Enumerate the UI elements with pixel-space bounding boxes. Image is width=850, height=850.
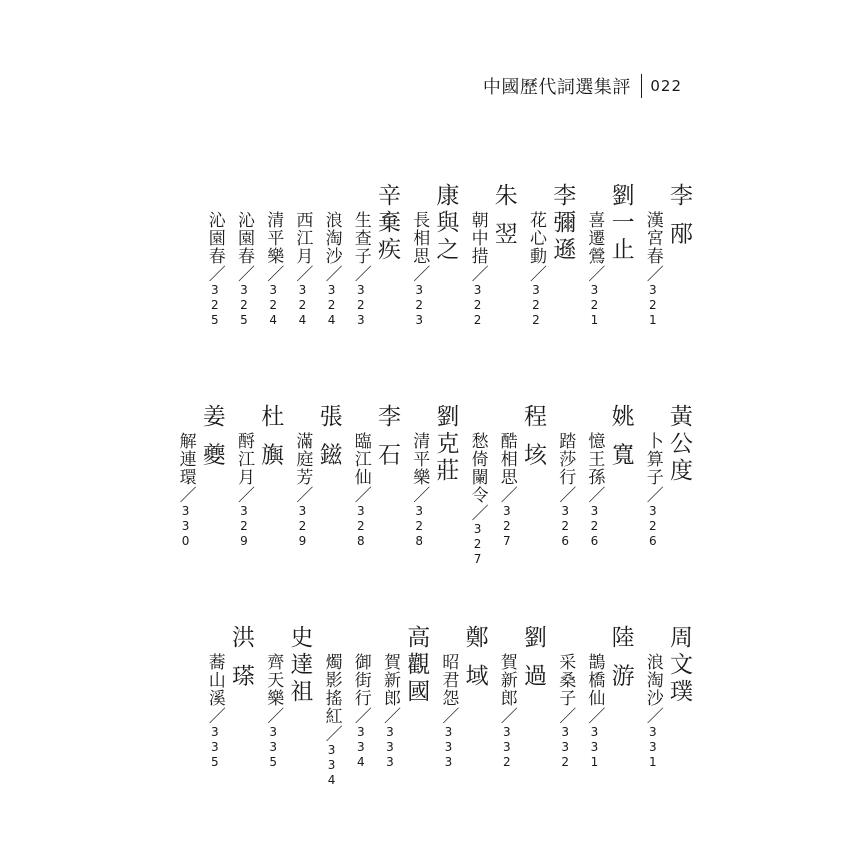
toc-author: 程 垓 xyxy=(520,404,546,470)
toc-entry xyxy=(547,432,576,549)
entry-page-number: 322 xyxy=(470,283,485,328)
entry-title: 沁園春／ xyxy=(234,211,254,283)
entry-title: 清平樂／ xyxy=(409,432,430,504)
entry-page-number: 322 xyxy=(529,283,543,328)
toc-author: 洪 瑹 xyxy=(228,625,254,691)
entry-page-number: 326 xyxy=(645,504,660,549)
toc-author: 康與之 xyxy=(432,183,459,264)
toc-author: 李 石 xyxy=(374,404,400,470)
toc-author: 張 鎡 xyxy=(315,404,342,470)
toc-author: 黃公度 xyxy=(666,404,692,485)
toc-author: 姜 夔 xyxy=(198,404,225,470)
entry-page-number: 334 xyxy=(353,725,368,770)
toc-entry xyxy=(635,432,661,549)
entry-title: 漢宮春／ xyxy=(642,211,663,283)
toc-entry xyxy=(576,211,605,328)
toc-entry xyxy=(518,211,544,328)
toc-author: 劉 過 xyxy=(520,625,546,691)
entry-page-number: 335 xyxy=(207,725,222,770)
toc-entry xyxy=(635,211,661,328)
toc-author: 劉一止 xyxy=(607,183,634,264)
toc-entry xyxy=(284,211,313,328)
toc-entry xyxy=(314,211,340,328)
toc-author: 李 邴 xyxy=(666,183,692,249)
entry-page-number: 331 xyxy=(645,725,660,770)
toc-entry xyxy=(489,653,515,770)
toc-author: 杜 旟 xyxy=(257,404,284,470)
entry-page-number: 326 xyxy=(558,504,573,549)
entry-title: 臨江仙／ xyxy=(350,432,371,504)
entry-page-number: 329 xyxy=(295,504,310,549)
entry-page-number: 334 xyxy=(324,743,339,788)
toc-entry xyxy=(460,211,486,328)
entry-title: 憶王孫／ xyxy=(584,432,605,504)
toc-entry xyxy=(372,653,398,770)
entry-title: 酹江月／ xyxy=(234,432,254,504)
entry-title: 燭影搖紅／ xyxy=(321,653,342,743)
entry-title: 蕎山溪／ xyxy=(204,653,225,725)
toc-entry xyxy=(197,653,223,770)
toc-entry xyxy=(168,432,194,549)
entry-page-number: 329 xyxy=(237,504,251,549)
entry-title: 御街行／ xyxy=(350,653,371,725)
entry-page-number: 335 xyxy=(266,725,281,770)
toc-entry xyxy=(576,432,605,549)
book-title: 中國歷代詞選集評 xyxy=(482,77,631,98)
toc-entry xyxy=(489,432,515,549)
entry-title: 喜遷鶯／ xyxy=(584,211,605,283)
toc-entry xyxy=(343,432,369,549)
entry-title: 齊天樂／ xyxy=(263,653,284,725)
toc-author: 高觀國 xyxy=(403,625,430,706)
entry-page-number: 328 xyxy=(353,504,368,549)
toc-entry xyxy=(401,432,430,549)
entry-title: 酷相思／ xyxy=(496,432,517,504)
toc-entry xyxy=(226,432,252,549)
entry-page-number: 321 xyxy=(587,283,602,328)
entry-page-number: 323 xyxy=(353,283,368,328)
entry-page-number: 331 xyxy=(587,725,602,770)
entry-page-number: 325 xyxy=(207,283,222,328)
entry-title: 沁園春／ xyxy=(204,211,225,283)
entry-title: 賀新郎／ xyxy=(380,653,400,725)
toc-entry xyxy=(197,211,223,328)
entry-page-number: 332 xyxy=(558,725,573,770)
running-header xyxy=(483,73,682,99)
entry-title: 花心動／ xyxy=(526,211,546,283)
entry-title: 浪淘沙／ xyxy=(321,211,342,283)
toc-author: 史達祖 xyxy=(286,625,313,706)
toc-author: 陸 游 xyxy=(607,625,634,691)
header-divider xyxy=(641,74,643,98)
entry-title: 踏莎行／ xyxy=(555,432,576,504)
toc-author: 周文璞 xyxy=(666,625,692,706)
toc-entry xyxy=(547,653,576,770)
entry-title: 浪淘沙／ xyxy=(642,653,663,725)
entry-title: 長相思／ xyxy=(409,211,430,283)
toc-entry xyxy=(284,432,313,549)
entry-title: 生查子／ xyxy=(350,211,371,283)
toc-entry xyxy=(255,653,284,770)
toc-entry xyxy=(635,653,661,770)
entry-page-number: 327 xyxy=(470,522,485,567)
toc-author: 姚 寬 xyxy=(607,404,634,470)
entry-page-number: 333 xyxy=(441,725,456,770)
entry-page-number: 326 xyxy=(587,504,602,549)
entry-page-number: 324 xyxy=(295,283,310,328)
entry-page-number: 327 xyxy=(499,504,514,549)
toc-author: 劉克莊 xyxy=(432,404,459,485)
entry-title: 朝中措／ xyxy=(467,211,488,283)
entry-title: 解連環／ xyxy=(175,432,196,504)
toc-entry xyxy=(314,653,340,788)
entry-page-number: 332 xyxy=(499,725,514,770)
toc-author: 鄭 域 xyxy=(461,625,488,691)
entry-page-number: 324 xyxy=(266,283,281,328)
toc-entry xyxy=(226,211,252,328)
entry-title: 賀新郎／ xyxy=(496,653,517,725)
toc-entry xyxy=(576,653,605,770)
entry-title: 鵲橋仙／ xyxy=(584,653,605,725)
entry-page-number: 321 xyxy=(645,283,660,328)
entry-page-number: 323 xyxy=(412,283,427,328)
toc-entry xyxy=(460,432,486,567)
entry-title: 卜算子／ xyxy=(642,432,663,504)
toc-entry xyxy=(343,653,369,770)
entry-page-number: 330 xyxy=(178,504,193,549)
toc-author: 辛棄疾 xyxy=(374,183,400,264)
page-number: 022 xyxy=(650,77,682,95)
entry-title: 采桑子／ xyxy=(555,653,576,725)
entry-title: 清平樂／ xyxy=(263,211,284,283)
entry-page-number: 325 xyxy=(237,283,251,328)
entry-title: 西江月／ xyxy=(292,211,313,283)
entry-title: 昭君怨／ xyxy=(438,653,459,725)
toc-entry xyxy=(343,211,369,328)
toc-author: 朱 翌 xyxy=(490,183,517,249)
entry-page-number: 324 xyxy=(324,283,339,328)
entry-page-number: 333 xyxy=(383,725,397,770)
entry-title: 愁倚闌令／ xyxy=(467,432,488,522)
toc-entry xyxy=(255,211,284,328)
entry-page-number: 328 xyxy=(412,504,427,549)
entry-title: 滿庭芳／ xyxy=(292,432,313,504)
toc-entry xyxy=(401,211,430,328)
toc-entry xyxy=(430,653,459,770)
toc-author: 李彌遜 xyxy=(549,183,576,264)
